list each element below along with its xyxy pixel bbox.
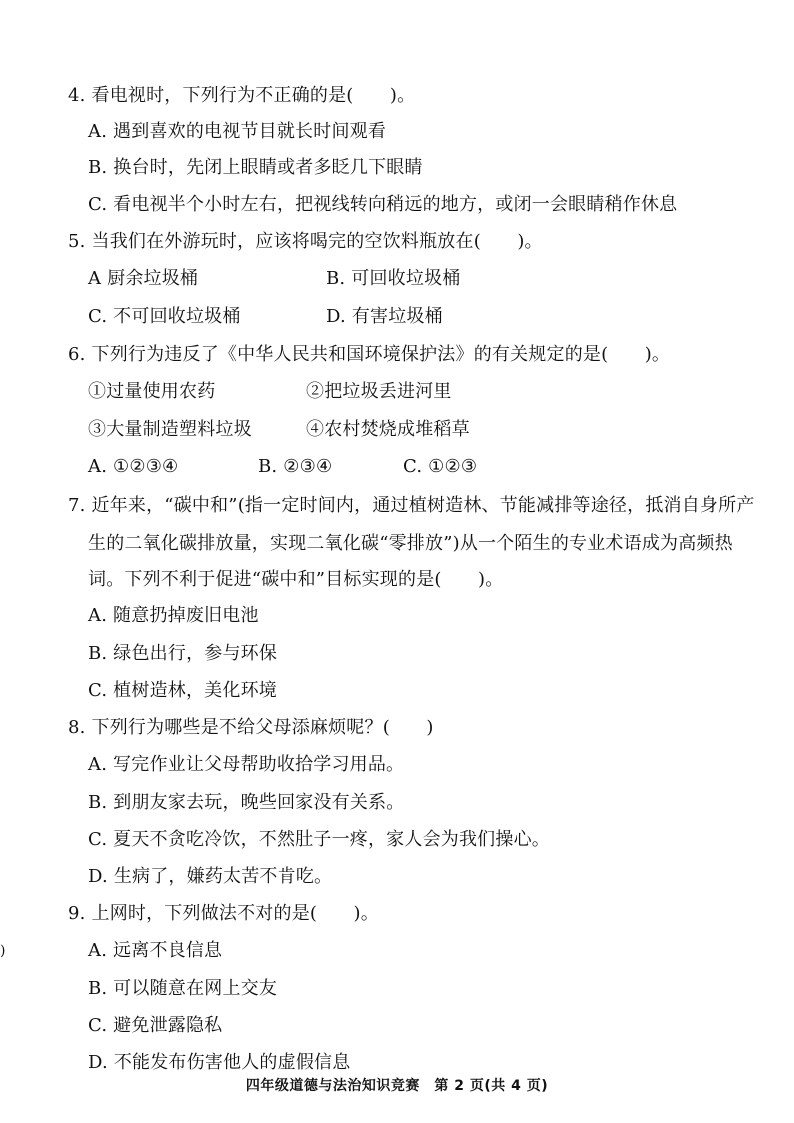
question-8-stem: 8. 下列行为哪些是不给父母添麻烦呢？( ): [68, 717, 434, 738]
question-6-option-b: B. ②③④: [258, 456, 333, 477]
question-6-item-3: ③大量制造塑料垃圾: [88, 419, 252, 440]
question-4-option-a: A. 遇到喜欢的电视节目就长时间观看: [88, 121, 387, 142]
question-6-stem: 6. 下列行为违反了《中华人民共和国环境保护法》的有关规定的是( )。: [68, 344, 671, 365]
question-9-option-c: C. 避免泄露隐私: [88, 1015, 223, 1036]
question-8-option-d: D. 生病了，嫌药太苦不肯吃。: [88, 866, 333, 887]
question-5-option-b: B. 可回收垃圾桶: [326, 268, 461, 289]
question-7-option-b: B. 绿色出行，参与环保: [88, 643, 278, 664]
question-7-stem-line-1: 7. 近年来，“碳中和”(指一定时间内，通过植树造林、节能减排等途径，抵消自身所产: [68, 495, 755, 516]
question-7-option-a: A. 随意扔掉废旧电池: [88, 605, 259, 626]
question-8-option-c: C. 夏天不贪吃冷饮，不然肚子一疼，家人会为我们操心。: [88, 829, 550, 850]
question-4-option-b: B. 换台时，先闭上眼睛或者多眨几下眼睛: [88, 157, 423, 178]
question-9-option-b: B. 可以随意在网上交友: [88, 978, 278, 999]
question-5-option-d: D. 有害垃圾桶: [326, 306, 443, 327]
question-6-option-c: C. ①②③: [403, 456, 478, 477]
question-8-option-a: A. 写完作业让父母帮助收拾学习用品。: [88, 754, 405, 775]
question-5-option-a: A 厨余垃圾桶: [88, 268, 199, 289]
question-6-option-a: A. ①②③④: [88, 456, 179, 477]
question-9-option-a: A. 远离不良信息: [88, 940, 223, 961]
question-6-item-4: ④农村焚烧成堆稻草: [306, 419, 470, 440]
question-6-item-2: ②把垃圾丢进河里: [306, 381, 452, 402]
question-7-option-c: C. 植树造林，美化环境: [88, 680, 277, 701]
question-9-stem: 9. 上网时，下列做法不对的是( )。: [68, 903, 379, 924]
question-4-stem: 4. 看电视时，下列行为不正确的是( )。: [68, 85, 416, 106]
question-4-option-c: C. 看电视半个小时左右，把视线转向稍远的地方，或闭一会眼睛稍作休息: [88, 194, 678, 215]
question-5-stem: 5. 当我们在外游玩时，应该将喝完的空饮料瓶放在( )。: [68, 231, 543, 252]
question-5-option-c: C. 不可回收垃圾桶: [88, 306, 241, 327]
question-7-stem-line-3: 词。下列不利于促进“碳中和”目标实现的是( )。: [88, 569, 504, 590]
question-8-option-b: B. 到朋友家去玩，晚些回家没有关系。: [88, 792, 405, 813]
question-9-option-d: D. 不能发布伤害他人的虚假信息: [88, 1052, 351, 1073]
question-7-stem-line-2: 生的二氧化碳排放量，实现二氧化碳“零排放”)从一个陌生的专业术语成为高频热: [88, 533, 733, 554]
question-6-item-1: ①过量使用农药: [88, 381, 216, 402]
binding-edge-mark: ): [0, 943, 6, 959]
page-footer: 四年级道德与法治知识竞赛 第 2 页(共 4 页): [245, 1078, 549, 1094]
